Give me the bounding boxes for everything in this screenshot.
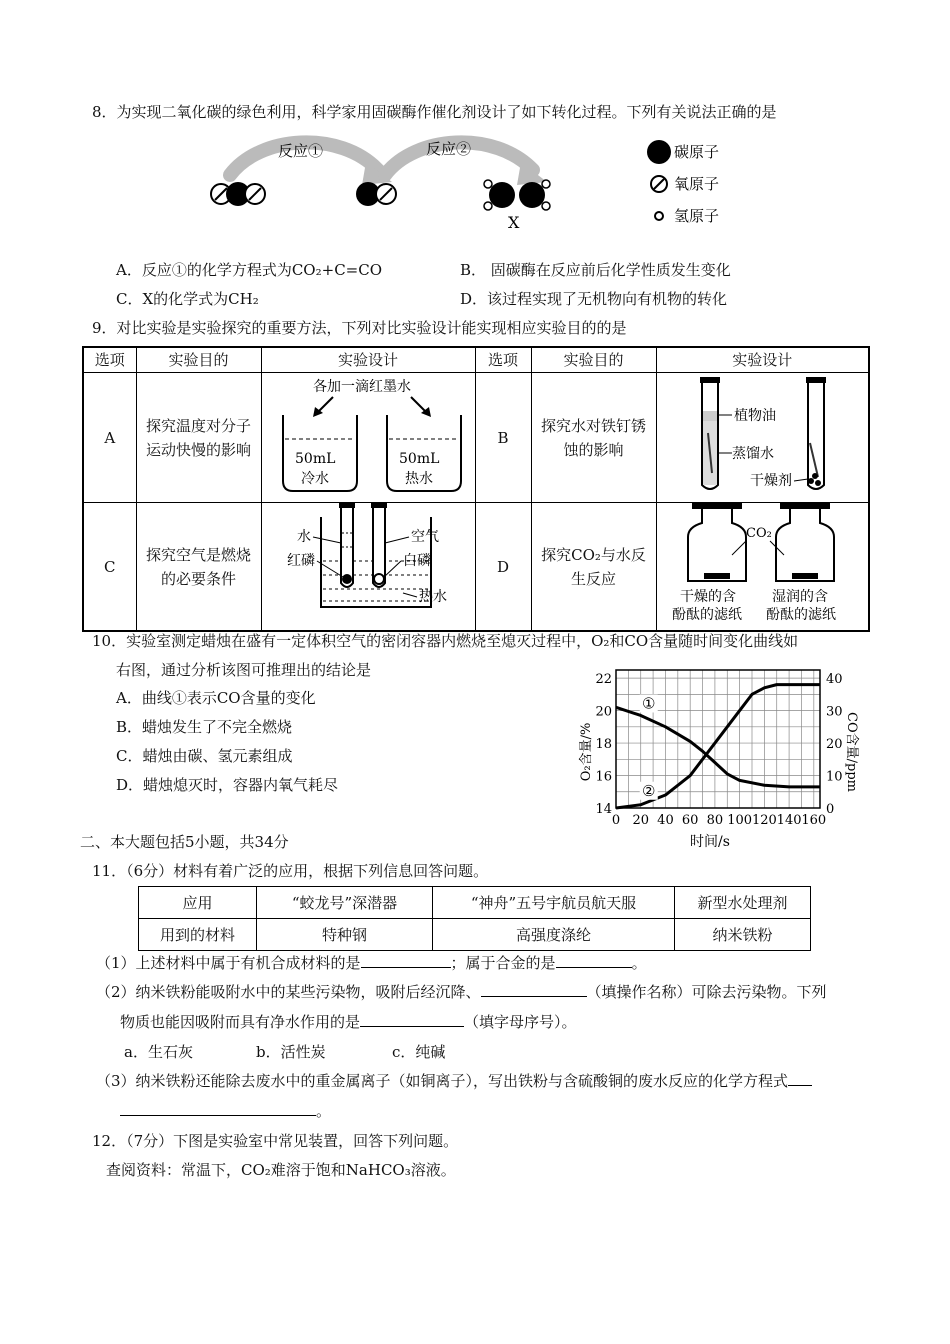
header-option: 选项 [83,347,136,373]
mat-header-shenzhou: “神舟”五号宇航员航天服 [433,887,675,919]
q11-blank-organic[interactable] [361,953,451,968]
svg-text:CO₂: CO₂ [746,526,773,541]
x-tick-label: 140 [776,813,802,828]
q8-option-a[interactable]: A．反应①的化学方程式为CO₂+C=CO [116,261,383,279]
q11-part3-answer: 。 [120,1101,331,1121]
q8-option-b[interactable]: B． 固碳酶在反应前后化学性质发生变化 [460,261,731,279]
svg-text:热水: 热水 [419,589,447,605]
section2-heading: 二、本大题包括5小题，共34分 [80,833,289,851]
x-tick-label: 40 [657,813,674,828]
phosphorus-diagram [263,503,473,623]
hydrogen-atom-icon [655,212,663,220]
legend-oxygen: 氧原子 [674,175,720,193]
svg-text:蒸馏水: 蒸馏水 [732,446,775,462]
svg-text:红磷: 红磷 [287,553,315,569]
y-left-tick-label: 18 [595,737,612,753]
y-right-tick-label: 20 [826,737,843,753]
q11-materials-table [138,886,811,951]
co2-molecule-icon [211,182,265,206]
q10-stem-line1: 10．实验室测定蜡烛在盛有一定体积空气的密闭容器内燃烧至熄灭过程中，O₂和CO含量随时间变化曲线如 [92,632,799,650]
svg-text:酚酞的滤纸: 酚酞的滤纸 [672,607,743,623]
y-left-tick-label: 16 [595,769,612,785]
svg-text:干燥的含: 干燥的含 [680,589,737,605]
q10-option-d[interactable]: D．蜡烛熄灭时，容器内氧气耗尽 [116,776,339,794]
atom-legend [647,140,719,225]
q12-note: 查阅资料：常温下，CO₂难溶于饱和NaHCO₃溶液。 [106,1161,456,1179]
q10-option-a[interactable]: A．曲线①表示CO含量的变化 [116,689,316,707]
q11-stem: 11．（6分）材料有着广泛的应用，根据下列信息回答问题。 [92,862,489,880]
q11-part2-line2: 物质也能因吸附而具有净水作用的是 （填字母序号）。 [120,1013,577,1031]
y-right-tick-label: 0 [826,802,835,817]
q11-blank-alloy[interactable] [556,953,632,968]
svg-text:湿润的含: 湿润的含 [772,589,829,605]
y-left-tick-label: 14 [595,802,612,817]
q8-stem: 8．为实现二氧化碳的绿色利用，科学家用固碳酶作催化剂设计了如下转化过程。下列有关说法正确的是 [92,103,777,121]
mat-header-water: 新型水处理剂 [675,887,811,919]
q10-stem-line2: 右图，通过分析该图可推理出的结论是 [116,661,372,679]
x-tick-label: 0 [611,813,621,828]
header-design: 实验设计 [261,347,475,373]
y-right-tick-label: 40 [826,672,843,688]
q11-part2-line1: （2）纳米铁粉能吸附水中的某些污染物，吸附后经沉降、 （填操作名称）可除去污染物。下列 [96,983,827,1001]
q11-choice-a[interactable]: a．生石灰 [124,1043,193,1061]
q11-choice-c[interactable]: c．纯碱 [392,1043,446,1061]
header-goal-2: 实验目的 [531,347,656,373]
y-right-axis-label: CO含量/ppm [844,712,859,792]
x-tick-label: 160 [801,813,827,828]
q11-blank-operation[interactable] [481,982,587,997]
svg-text:植物油: 植物油 [734,408,777,424]
y-left-tick-label: 22 [595,672,612,688]
row-a-goal: 探究温度对分子运动快慢的影响 [136,373,261,503]
row-c-goal: 探究空气是燃烧的必要条件 [136,503,261,632]
x-molecule-icon [484,180,550,210]
mat-iron-powder: 纳米铁粉 [675,919,811,951]
legend-hydrogen: 氢原子 [674,207,720,225]
q12-stem: 12．（7分）下图是实验室中常见装置，回答下列问题。 [92,1132,459,1150]
y-left-axis-label: O₂含量/% [579,722,594,782]
svg-text:冷水: 冷水 [301,471,329,487]
mat-header-jiaolong: “蛟龙号”深潜器 [257,887,433,919]
q9-stem: 9．对比实验是实验探究的重要方法，下列对比实验设计能实现相应实验目的的是 [92,319,627,337]
reaction1-label: 反应① [278,142,324,160]
y-left-tick-label: 20 [595,704,612,720]
svg-text:白磷: 白磷 [403,553,431,569]
q10-option-c[interactable]: C．蜡烛由碳、氢元素组成 [116,747,293,765]
beakers-diagram [263,373,473,495]
svg-text:50mL: 50mL [295,451,336,467]
x-tick-label: 120 [751,813,777,828]
o2-co-chart [570,660,870,850]
svg-text:水: 水 [297,529,311,545]
legend-carbon: 碳原子 [674,143,720,161]
y-right-tick-label: 10 [826,769,843,785]
svg-text:酚酞的滤纸: 酚酞的滤纸 [766,607,837,623]
row-d-option[interactable]: D [475,503,531,632]
x-tick-label: 60 [681,813,699,828]
test-tubes-diagram [658,373,866,495]
mat-header-app: 应用 [139,887,257,919]
q10-option-b[interactable]: B．蜡烛发生了不完全燃烧 [116,718,293,736]
q11-choice-b[interactable]: b．活性炭 [256,1043,326,1061]
row-b-goal: 探究水对铁钉锈蚀的影响 [531,373,656,503]
q11-blank-equation[interactable] [120,1101,316,1116]
series-label-1: ① [642,694,656,713]
row-c-design [261,503,475,632]
row-a-option[interactable]: A [83,373,136,503]
q11-blank-letter[interactable] [360,1012,464,1027]
series-label-2: ② [642,781,656,800]
x-tick-label: 80 [706,813,724,828]
reaction2-label: 反应② [426,140,472,158]
q8-option-c[interactable]: C．X的化学式为CH₂ [116,290,259,308]
q8-reaction-diagram [200,130,760,235]
x-tick-label: 20 [632,813,650,828]
mat-row-label: 用到的材料 [139,919,257,951]
red-ink-label: 各加一滴红墨水 [313,379,411,395]
svg-text:空气: 空气 [411,529,439,545]
header-goal: 实验目的 [136,347,261,373]
row-a-design [261,373,475,503]
q9-table [82,346,870,632]
svg-text:热水: 热水 [405,471,433,487]
q11-part3: （3）纳米铁粉还能除去废水中的重金属离子（如铜离子），写出铁粉与含硫酸铜的废水反应的化学方程式 [96,1071,812,1091]
y-right-tick-label: 30 [826,704,843,720]
co-molecule-icon [356,182,396,206]
row-d-design [656,503,869,632]
gas-bottles-diagram [658,503,866,623]
header-design-2: 实验设计 [656,347,869,373]
row-d-goal: 探究CO₂与水反生反应 [531,503,656,632]
row-c-option[interactable]: C [83,503,136,632]
x-tick-label: 100 [727,813,753,828]
mat-steel: 特种钢 [257,919,433,951]
q11-part1: （1）上述材料中属于有机合成材料的是 ；属于合金的是 。 [96,954,647,972]
q8-option-d[interactable]: D．该过程实现了无机物向有机物的转化 [460,290,728,308]
mat-polyester: 高强度涤纶 [433,919,675,951]
carbon-atom-icon [647,140,671,164]
header-option-2: 选项 [475,347,531,373]
svg-text:50mL: 50mL [399,451,440,467]
row-b-design [656,373,869,503]
x-axis-label: 时间/s [690,834,730,850]
x-label: X [508,213,520,232]
svg-text:干燥剂: 干燥剂 [750,473,793,489]
row-b-option[interactable]: B [475,373,531,503]
